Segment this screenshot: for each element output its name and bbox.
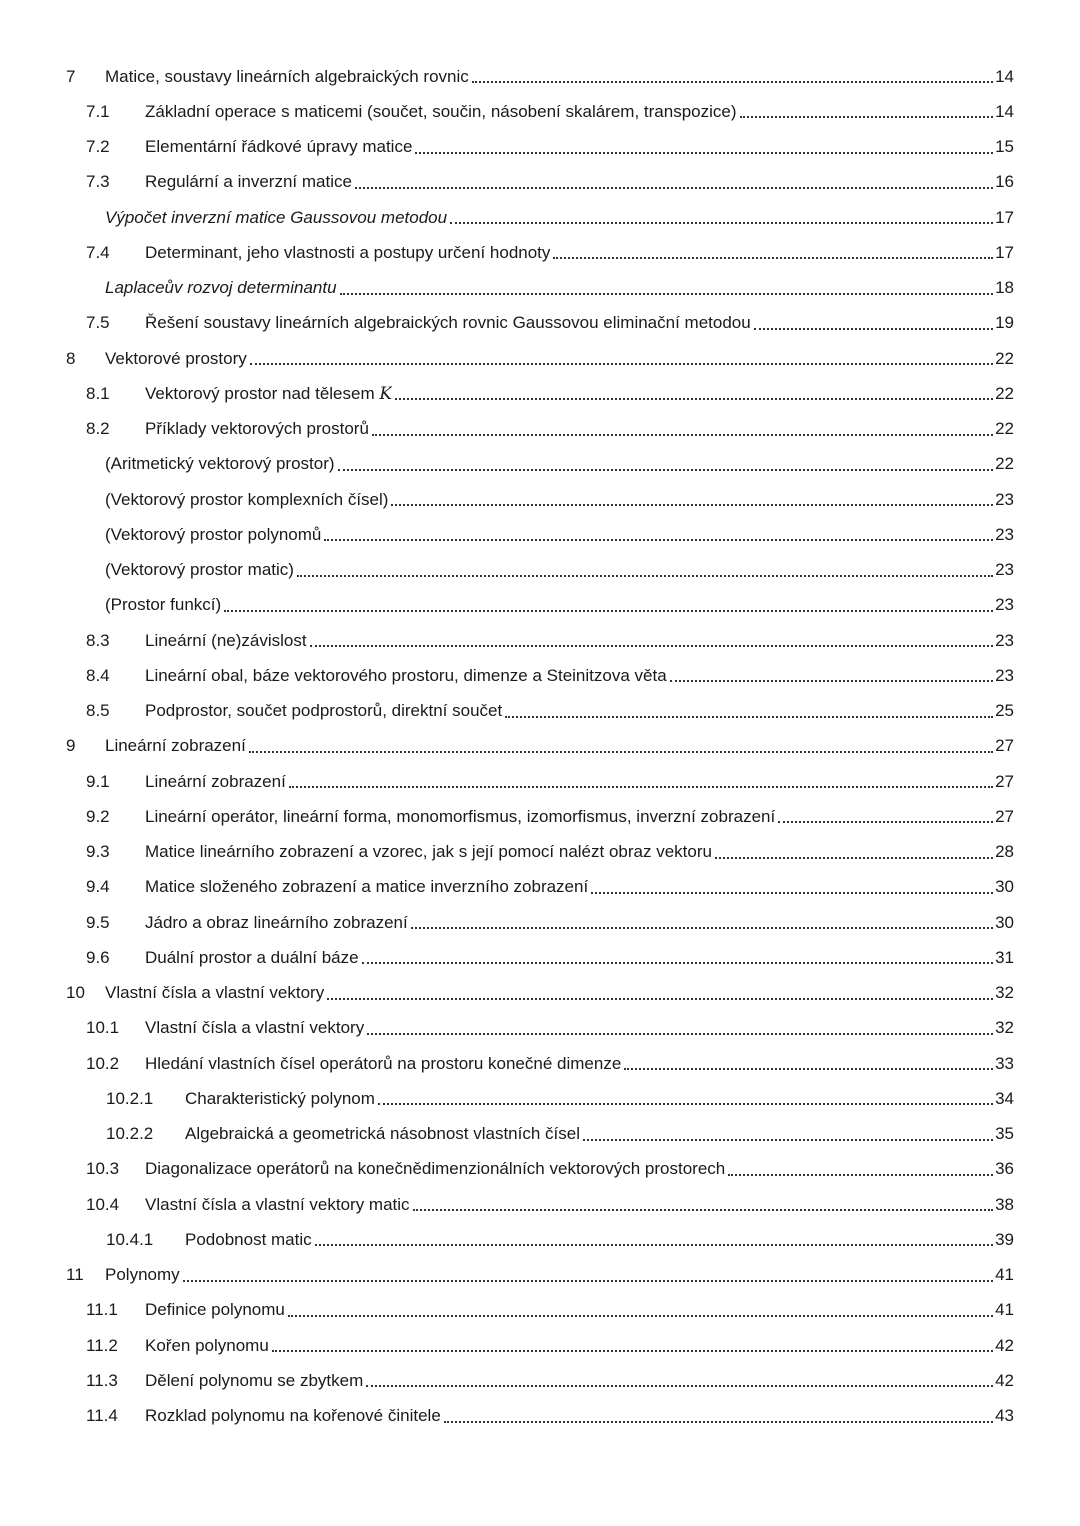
toc-entry-title (145, 313, 751, 333)
toc-entry-page-number: 42 (995, 1335, 1014, 1355)
toc-entry-math-symbol: K (379, 383, 393, 404)
toc-entry-title (145, 243, 550, 263)
toc-entry[interactable] (66, 447, 1014, 482)
toc-entry-number: 8.3 (86, 630, 110, 650)
toc-entry[interactable] (66, 588, 1014, 623)
toc-entry-number: 9.2 (86, 806, 110, 826)
toc-entry[interactable] (66, 764, 1014, 799)
toc-entry-page-number: 17 (995, 207, 1014, 227)
toc-entry-title-text: Vlastní čísla a vlastní vektory (105, 983, 325, 1003)
toc-entry[interactable] (66, 1152, 1014, 1187)
toc-entry-page-number: 28 (995, 842, 1014, 862)
toc-entry-title (145, 172, 352, 192)
toc-entry-page-number: 33 (995, 1053, 1014, 1073)
dot-leader (395, 397, 993, 400)
toc-entry[interactable] (66, 976, 1014, 1011)
toc-entry-page-number: 39 (995, 1229, 1014, 1249)
toc-entry-number: 10.2.2 (106, 1124, 154, 1144)
toc-entry-page-number: 22 (995, 348, 1014, 368)
toc-entry-number: 10.1 (86, 1018, 120, 1038)
toc-entry-title-text: Příklady vektorových prostorů (145, 419, 369, 439)
toc-entry[interactable] (66, 1258, 1014, 1293)
toc-entry-title (105, 278, 337, 298)
toc-entry-title-text: Základní operace s maticemi (součet, součin, násobení skalárem, transpozice) (145, 101, 737, 121)
dot-leader (367, 1032, 993, 1035)
toc-entry-title-text: Lineární zobrazení (145, 771, 286, 791)
toc-entry-page-number: 36 (995, 1159, 1014, 1179)
dot-leader (670, 679, 993, 682)
dot-leader (249, 750, 993, 753)
dot-leader (450, 221, 993, 224)
dot-leader (505, 715, 993, 718)
dot-leader (224, 609, 993, 612)
dot-leader (583, 1138, 993, 1141)
toc-entry-title-text: Definice polynomu (145, 1300, 285, 1320)
toc-entry-page-number: 32 (995, 1018, 1014, 1038)
toc-entry-title (105, 736, 246, 756)
toc-entry-page-number: 15 (995, 137, 1014, 157)
dot-leader (444, 1420, 993, 1423)
toc-entry-title (145, 666, 667, 686)
dot-leader (553, 256, 993, 259)
toc-entry-title-text: Vlastní čísla a vlastní vektory (145, 1018, 365, 1038)
toc-entry-title (185, 1230, 312, 1250)
toc-entry-page-number: 14 (995, 66, 1014, 86)
toc-entry-page-number: 18 (995, 278, 1014, 298)
dot-leader (340, 292, 994, 295)
toc-entry-title-text: Lineární (ne)závislost (145, 630, 307, 650)
toc-entry[interactable] (66, 130, 1014, 165)
toc-entry-page-number: 30 (995, 912, 1014, 932)
toc-entry-title (105, 208, 447, 228)
toc-entry-number: 8.1 (86, 383, 110, 403)
toc-entry-number: 8.4 (86, 665, 110, 685)
toc-entry-page-number: 23 (995, 560, 1014, 580)
toc-entry-title (105, 490, 388, 510)
toc-entry[interactable] (66, 658, 1014, 693)
dot-leader (366, 1384, 993, 1387)
dot-leader (715, 856, 993, 859)
toc-entry-title (105, 595, 221, 615)
toc-entry-title-text: Řešení soustavy lineárních algebraických rovnic Gaussovou eliminační metodou (145, 313, 751, 333)
toc-entry-title (105, 560, 294, 580)
toc-entry-number: 10.2 (86, 1053, 120, 1073)
toc-entry-page-number: 22 (995, 419, 1014, 439)
toc-entry-title-text: Matice, soustavy lineárních algebraických rovnic (105, 66, 469, 86)
dot-leader (324, 538, 993, 541)
toc-entry-title (145, 419, 369, 439)
dot-leader (297, 574, 993, 577)
toc-entry-page-number: 23 (995, 595, 1014, 615)
dot-leader (288, 1314, 993, 1317)
toc-entry[interactable] (66, 1222, 1014, 1257)
toc-entry-number: 9.6 (86, 947, 110, 967)
toc-entry-title-text: Kořen polynomu (145, 1335, 269, 1355)
toc-entry-page-number: 41 (995, 1300, 1014, 1320)
toc-entry-number: 9.1 (86, 771, 110, 791)
toc-entry[interactable] (66, 1363, 1014, 1398)
toc-entry-title-text: Duální prostor a duální báze (145, 947, 359, 967)
dot-leader (378, 1102, 993, 1105)
toc-entry-title (145, 1371, 363, 1391)
dot-leader (754, 327, 993, 330)
toc-entry[interactable] (66, 1187, 1014, 1222)
toc-entry-title-text: (Vektorový prostor polynomů (105, 524, 322, 544)
toc-entry[interactable] (66, 200, 1014, 235)
toc-entry-number: 8.5 (86, 701, 110, 721)
toc-entry-title (185, 1089, 375, 1109)
toc-entry-title-text: Hledání vlastních čísel operátorů na prostoru konečné dimenze (145, 1053, 622, 1073)
toc-entry-title-text: Vektorový prostor nad tělesem (145, 383, 375, 403)
toc-entry-page-number: 27 (995, 771, 1014, 791)
toc-entry-page-number: 22 (995, 454, 1014, 474)
toc-entry-title (145, 102, 737, 122)
toc-entry-number: 11.1 (86, 1300, 118, 1320)
dot-leader (355, 186, 993, 189)
toc-entry-title (145, 807, 775, 827)
dot-leader (315, 1243, 993, 1246)
toc-entry-title (145, 1054, 621, 1074)
toc-entry-number: 8 (66, 348, 76, 368)
dot-leader (591, 891, 993, 894)
toc-entry[interactable] (66, 59, 1014, 94)
toc-entry-title (145, 1195, 410, 1215)
toc-entry-title (185, 1124, 580, 1144)
toc-entry-number: 10.4 (86, 1194, 120, 1214)
toc-entry-title-text: Vlastní čísla a vlastní vektory matic (145, 1194, 410, 1214)
toc-entry-page-number: 42 (995, 1370, 1014, 1390)
dot-leader (391, 503, 993, 506)
toc-entry-page-number: 17 (995, 242, 1014, 262)
toc-entry[interactable] (66, 623, 1014, 658)
toc-entry-page-number: 19 (995, 313, 1014, 333)
toc-entry[interactable] (66, 235, 1014, 270)
toc-entry[interactable] (66, 1328, 1014, 1363)
toc-entry-title-text: Dělení polynomu se zbytkem (145, 1370, 364, 1390)
toc-entry-number: 10.2.1 (106, 1088, 154, 1108)
toc-entry-page-number: 35 (995, 1124, 1014, 1144)
toc-entry-number: 8.2 (86, 419, 110, 439)
toc-entry-title (145, 1159, 725, 1179)
dot-leader (250, 362, 993, 365)
dot-leader (289, 785, 993, 788)
toc-entry-title-text: Laplaceův rozvoj determinantu (105, 278, 337, 298)
toc-entry-title-text: (Aritmetický vektorový prostor) (105, 454, 335, 474)
toc-entry-page-number: 16 (995, 172, 1014, 192)
toc-entry-page-number: 27 (995, 736, 1014, 756)
dot-leader (413, 1208, 994, 1211)
toc-entry-number: 11.3 (86, 1370, 118, 1390)
toc-entry[interactable] (66, 271, 1014, 306)
toc-entry-number: 10.4.1 (106, 1229, 154, 1249)
toc-entry-title-text: Elementární řádkové úpravy matice (145, 137, 413, 157)
toc-entry[interactable] (66, 1117, 1014, 1152)
toc-entry-title-text: Matice lineárního zobrazení a vzorec, jak s její pomocí nalézt obraz vektoru (145, 842, 712, 862)
toc-entry-page-number: 22 (995, 383, 1014, 403)
toc-entry-title-text: Podprostor, součet podprostorů, direktní součet (145, 701, 503, 721)
dot-leader (327, 997, 993, 1000)
toc-entry[interactable] (66, 482, 1014, 517)
toc-entry[interactable] (66, 412, 1014, 447)
toc-entry-title-text: Lineární obal, báze vektorového prostoru, dimenze a Steinitzova věta (145, 665, 667, 685)
dot-leader (728, 1173, 993, 1176)
toc-entry-title (145, 842, 712, 862)
dot-leader (411, 926, 993, 929)
toc-entry-title-text: Determinant, jeho vlastnosti a postupy určení hodnoty (145, 242, 551, 262)
toc-entry[interactable] (66, 341, 1014, 376)
toc-entry-page-number: 23 (995, 665, 1014, 685)
toc-entry-number: 7.3 (86, 172, 110, 192)
toc-entry[interactable] (66, 905, 1014, 940)
toc-entry-title (145, 1018, 364, 1038)
toc-entry-number: 9.3 (86, 842, 110, 862)
toc-entry-title (105, 983, 324, 1003)
toc-entry-title (145, 948, 359, 968)
dot-leader (624, 1067, 993, 1070)
toc-entry-title-text: Jádro a obraz lineárního zobrazení (145, 912, 408, 932)
toc-entry-title-text: (Prostor funkcí) (105, 595, 222, 615)
toc-entry-number: 7.5 (86, 313, 110, 333)
dot-leader (338, 468, 994, 471)
toc-entry[interactable] (66, 1081, 1014, 1116)
toc-entry-title (105, 67, 469, 87)
dot-leader (183, 1279, 993, 1282)
toc-entry-number: 9 (66, 736, 76, 756)
toc-entry-number: 9.5 (86, 912, 110, 932)
toc-entry-number: 11.4 (86, 1406, 118, 1426)
toc-entry-title (105, 454, 335, 474)
toc-entry-page-number: 23 (995, 489, 1014, 509)
toc-entry-title-text: (Vektorový prostor komplexních čísel) (105, 489, 389, 509)
toc-entry-title-text: Charakteristický polynom (185, 1088, 375, 1108)
toc-entry-title-text: Matice složeného zobrazení a matice inverzního zobrazení (145, 877, 589, 897)
toc-entry-title-text: Polynomy (105, 1265, 180, 1285)
toc-entry-title (145, 137, 412, 157)
toc-entry[interactable] (66, 729, 1014, 764)
toc-entry-title (145, 913, 408, 933)
toc-entry-title-text: Výpočet inverzní matice Gaussovou metodou (105, 207, 448, 227)
toc-entry-number: 10.3 (86, 1159, 120, 1179)
toc-entry[interactable] (66, 376, 1014, 411)
toc-entry-page-number: 43 (995, 1406, 1014, 1426)
toc-entry-title-text: Lineární zobrazení (105, 736, 246, 756)
toc-entry-page-number: 27 (995, 806, 1014, 826)
dot-leader (740, 115, 994, 118)
toc-entry[interactable] (66, 553, 1014, 588)
toc-entry-number: 11 (66, 1265, 84, 1285)
toc-entry[interactable] (66, 1011, 1014, 1046)
dot-leader (778, 820, 993, 823)
toc-entry-page-number: 23 (995, 630, 1014, 650)
toc-entry-title (105, 525, 321, 545)
toc-entry-title (145, 631, 307, 651)
toc-entry-page-number: 14 (995, 101, 1014, 121)
toc-entry-title (145, 877, 588, 897)
dot-leader (362, 961, 993, 964)
toc-entry-number: 7.1 (86, 101, 110, 121)
dot-leader (310, 644, 994, 647)
toc-entry-number: 11.2 (86, 1335, 118, 1355)
table-of-contents (66, 59, 1014, 1434)
toc-entry[interactable] (66, 1399, 1014, 1434)
toc-entry-title (145, 701, 502, 721)
toc-entry[interactable] (66, 1046, 1014, 1081)
toc-entry-number: 7.2 (86, 137, 110, 157)
toc-entry-title-text: Algebraická a geometrická násobnost vlastních čísel (185, 1124, 580, 1144)
toc-entry-title (145, 1406, 441, 1426)
toc-entry[interactable] (66, 306, 1014, 341)
toc-entry-number: 7 (66, 66, 76, 86)
toc-entry-number: 9.4 (86, 877, 110, 897)
toc-entry[interactable] (66, 694, 1014, 729)
toc-entry-title-text: Lineární operátor, lineární forma, monomorfismus, izomorfismus, inverzní zobrazení (145, 806, 776, 826)
toc-entry-title (145, 1300, 285, 1320)
toc-entry-page-number: 38 (995, 1194, 1014, 1214)
toc-entry[interactable] (66, 940, 1014, 975)
toc-entry[interactable] (66, 799, 1014, 834)
toc-entry-title (145, 384, 392, 404)
toc-entry[interactable] (66, 517, 1014, 552)
toc-entry-number: 7.4 (86, 242, 110, 262)
toc-entry-page-number: 41 (995, 1265, 1014, 1285)
toc-entry-page-number: 30 (995, 877, 1014, 897)
toc-entry-title-text: Regulární a inverzní matice (145, 172, 352, 192)
toc-entry-title-text: Diagonalizace operátorů na konečnědimenzionálních vektorových prostorech (145, 1159, 726, 1179)
toc-entry[interactable] (66, 1293, 1014, 1328)
toc-entry[interactable] (66, 94, 1014, 129)
toc-entry-number: 10 (66, 983, 85, 1003)
toc-entry-page-number: 23 (995, 524, 1014, 544)
toc-entry-title-text: (Vektorový prostor matic) (105, 560, 294, 580)
toc-entry-title (105, 349, 247, 369)
toc-entry-page-number: 31 (995, 947, 1014, 967)
toc-entry-page-number: 32 (995, 983, 1014, 1003)
dot-leader (472, 80, 993, 83)
dot-leader (415, 151, 993, 154)
toc-entry-title-text: Vektorové prostory (105, 348, 247, 368)
dot-leader (372, 433, 993, 436)
toc-entry-page-number: 25 (995, 701, 1014, 721)
toc-entry-title (145, 772, 286, 792)
toc-entry[interactable] (66, 870, 1014, 905)
toc-entry-title (105, 1265, 180, 1285)
toc-entry-title-text: Podobnost matic (185, 1229, 312, 1249)
toc-entry[interactable] (66, 835, 1014, 870)
toc-entry[interactable] (66, 165, 1014, 200)
toc-entry-title (145, 1336, 269, 1356)
toc-entry-title-text: Rozklad polynomu na kořenové činitele (145, 1406, 441, 1426)
toc-entry-page-number: 34 (995, 1088, 1014, 1108)
dot-leader (272, 1349, 993, 1352)
